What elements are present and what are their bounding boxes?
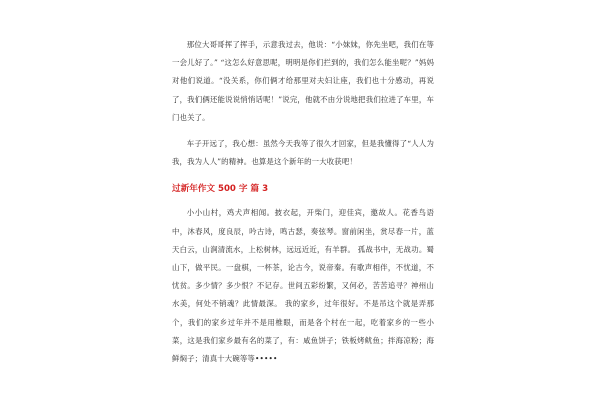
body-paragraph: 车子开远了，我心想：虽然今天我等了很久才回家，但是我懂得了“人人为我，我为人人”的精神。也算是这个新年的一大收获吧！ (172, 139, 434, 167)
body-paragraph: 那位大哥哥挥了挥手，示意我过去，他说：“小妹妹，你先坐吧，我们在等一会儿好了。” “这怎么好意思呢，明明是你们拦到的，我们怎么能坐呢？”妈妈对他们说道。“没关系，你们俩才给那里对夫妇让座，我们也十分感动，再说了，我们俩还能说说悄悄话呢！”说完，他就不由分说地把我们拉进了车里，车门也关了。 (172, 40, 434, 122)
body-paragraph: 小小山村，鸡犬声相闻。披衣起，开柴门，迎佳宾，邀故人。花香鸟语中，沐春风，度良辰，吟古诗，鸣古瑟，奏弦琴。窗前闲坐，赏尽春一片，蓝天白云，山涧清流水，上松树林，远远近近，有羊群。 孤战书中，无战功。蜀山下，做平民。一盘棋，一杯茶，论古今，说帝秦。有歌声相伴，不忧道，不忧贫。多少情？多少恨？不记存。世间五彩纷繁，又何必，苦苦追寻？神州山水美，何处不销魂？此情最深。 我的家乡，过年很好。不是吊这个就是弄那个，我们的家乡过年并不是用椎眼，而是各个村在一起，吃着家乡的一些小菜，这是我们家乡最有名的菜了，有：咸鱼饼子；铁板烤鱿鱼；拌海凉粉；海鲜焖子；清真十大碗等等••••• (172, 208, 434, 364)
section-heading: 过新年作文 500 字 篇 3 (172, 184, 269, 195)
article-body (172, 36, 434, 368)
